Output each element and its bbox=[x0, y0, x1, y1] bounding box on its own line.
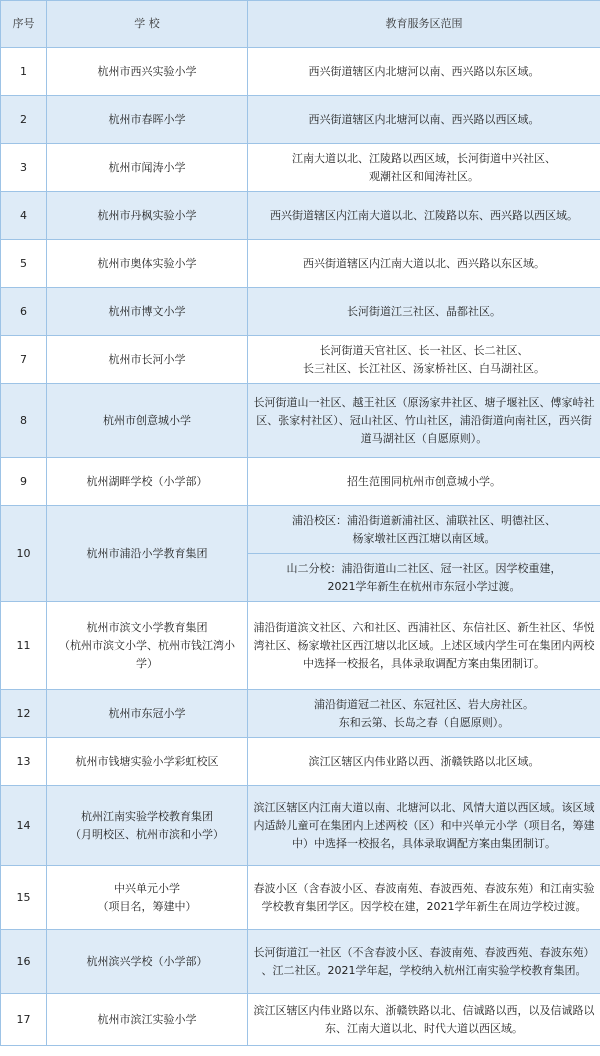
row-no: 1 bbox=[1, 48, 47, 96]
row-no: 11 bbox=[1, 602, 47, 690]
school-name: 杭州市创意城小学 bbox=[47, 384, 248, 458]
row-no: 15 bbox=[1, 866, 47, 930]
school-name: 杭州市西兴实验小学 bbox=[47, 48, 248, 96]
service-area: 西兴街道辖区内北塘河以南、西兴路以东区域。 bbox=[248, 48, 600, 96]
table-row bbox=[1, 738, 600, 786]
table-row bbox=[1, 240, 600, 288]
service-area: 浦沿街道滨文社区、六和社区、西浦社区、东信社区、新生社区、华悦 湾社区、杨家墩社区西江塘以北区域。上述区域内学生可在集团内两校 中选择一校报名，具体录取调配方案由集团制订。 bbox=[248, 602, 600, 690]
service-area: 西兴街道辖区内北塘河以南、西兴路以西区域。 bbox=[248, 96, 600, 144]
school-name: 杭州市浦沿小学教育集团 bbox=[47, 506, 248, 602]
row-no: 8 bbox=[1, 384, 47, 458]
service-area: 招生范围同杭州市创意城小学。 bbox=[248, 458, 600, 506]
table-row bbox=[1, 96, 600, 144]
service-area: 滨江区辖区内江南大道以南、北塘河以北、风情大道以西区域。该区域 内适龄儿童可在集团内上述两校（区）和中兴单元小学（项目名，筹建 中）中选择一校报名，具体录取调配方案由集团制订。 bbox=[248, 786, 600, 866]
service-area: 江南大道以北、江陵路以西区域，长河街道中兴社区、 观潮社区和闻涛社区。 bbox=[248, 144, 600, 192]
service-area: 长河街道天官社区、长一社区、长二社区、 长三社区、长江社区、汤家桥社区、白马湖社区。 bbox=[248, 336, 600, 384]
service-area: 西兴街道辖区内江南大道以北、西兴路以东区域。 bbox=[248, 240, 600, 288]
school-name: 杭州滨兴学校（小学部） bbox=[47, 930, 248, 994]
row-no: 4 bbox=[1, 192, 47, 240]
header-school: 学 校 bbox=[47, 1, 248, 48]
service-area: 滨江区辖区内伟业路以西、浙赣铁路以北区域。 bbox=[248, 738, 600, 786]
school-name: 杭州市滨江实验小学 bbox=[47, 994, 248, 1046]
table-row bbox=[1, 48, 600, 96]
table-row bbox=[1, 144, 600, 192]
table-header-row bbox=[1, 1, 600, 48]
school-name: 杭州市钱塘实验小学彩虹校区 bbox=[47, 738, 248, 786]
table-row bbox=[1, 866, 600, 930]
row-no: 5 bbox=[1, 240, 47, 288]
table-row bbox=[1, 602, 600, 690]
row-no: 17 bbox=[1, 994, 47, 1046]
service-area: 长河街道山一社区、越王社区（原汤家井社区、塘子堰社区、傅家峙社 区、张家村社区）、冠山社区、竹山社区，浦沿街道向南社区，西兴街 道马湖社区（自愿原则）。 bbox=[248, 384, 600, 458]
school-name: 杭州市博文小学 bbox=[47, 288, 248, 336]
service-area: 浦沿街道冠二社区、东冠社区、岩大房社区。 东和云第、长岛之春（自愿原则）。 bbox=[248, 690, 600, 738]
school-name: 杭州市东冠小学 bbox=[47, 690, 248, 738]
row-no: 14 bbox=[1, 786, 47, 866]
header-no: 序号 bbox=[1, 1, 47, 48]
table-row bbox=[1, 336, 600, 384]
table-row bbox=[1, 458, 600, 506]
table-row bbox=[1, 506, 600, 554]
row-no: 3 bbox=[1, 144, 47, 192]
service-area: 滨江区辖区内伟业路以东、浙赣铁路以北、信诚路以西，以及信诚路以 东、江南大道以北、时代大道以西区域。 bbox=[248, 994, 600, 1046]
row-no: 16 bbox=[1, 930, 47, 994]
row-no: 12 bbox=[1, 690, 47, 738]
school-name: 杭州市奥体实验小学 bbox=[47, 240, 248, 288]
row-no: 7 bbox=[1, 336, 47, 384]
school-name: 杭州湖畔学校（小学部） bbox=[47, 458, 248, 506]
school-name: 杭州江南实验学校教育集团 （月明校区、杭州市滨和小学） bbox=[47, 786, 248, 866]
service-area-puyan-campus: 浦沿校区：浦沿街道新浦社区、浦联社区、明德社区、 杨家墩社区西江塘以南区域。 bbox=[248, 506, 600, 554]
school-name: 杭州市长河小学 bbox=[47, 336, 248, 384]
table-row bbox=[1, 930, 600, 994]
row-no: 10 bbox=[1, 506, 47, 602]
row-no: 9 bbox=[1, 458, 47, 506]
table-row bbox=[1, 288, 600, 336]
table-row bbox=[1, 690, 600, 738]
service-area: 春波小区（含春波小区、春波南苑、春波西苑、春波东苑）和江南实验 学校教育集团学区。因学校在建，2021学年新生在周边学校过渡。 bbox=[248, 866, 600, 930]
row-no: 13 bbox=[1, 738, 47, 786]
school-name: 杭州市丹枫实验小学 bbox=[47, 192, 248, 240]
header-area: 教育服务区范围 bbox=[248, 1, 600, 48]
service-area-shaner-branch: 山二分校：浦沿街道山二社区、冠一社区。因学校重建， 2021学年新生在杭州市东冠小学过渡。 bbox=[248, 554, 600, 602]
service-area: 长河街道江一社区（不含春波小区、春波南苑、春波西苑、春波东苑） 、江二社区。2021学年起，学校纳入杭州江南实验学校教育集团。 bbox=[248, 930, 600, 994]
service-area: 西兴街道辖区内江南大道以北、江陵路以东、西兴路以西区域。 bbox=[248, 192, 600, 240]
table-row bbox=[1, 192, 600, 240]
school-name: 中兴单元小学 （项目名，筹建中） bbox=[47, 866, 248, 930]
table-row bbox=[1, 384, 600, 458]
row-no: 6 bbox=[1, 288, 47, 336]
table-row bbox=[1, 994, 600, 1046]
school-name: 杭州市闻涛小学 bbox=[47, 144, 248, 192]
school-name: 杭州市滨文小学教育集团 （杭州市滨文小学、杭州市钱江湾小学） bbox=[47, 602, 248, 690]
table-row bbox=[1, 786, 600, 866]
service-area: 长河街道江三社区、晶都社区。 bbox=[248, 288, 600, 336]
school-name: 杭州市春晖小学 bbox=[47, 96, 248, 144]
row-no: 2 bbox=[1, 96, 47, 144]
